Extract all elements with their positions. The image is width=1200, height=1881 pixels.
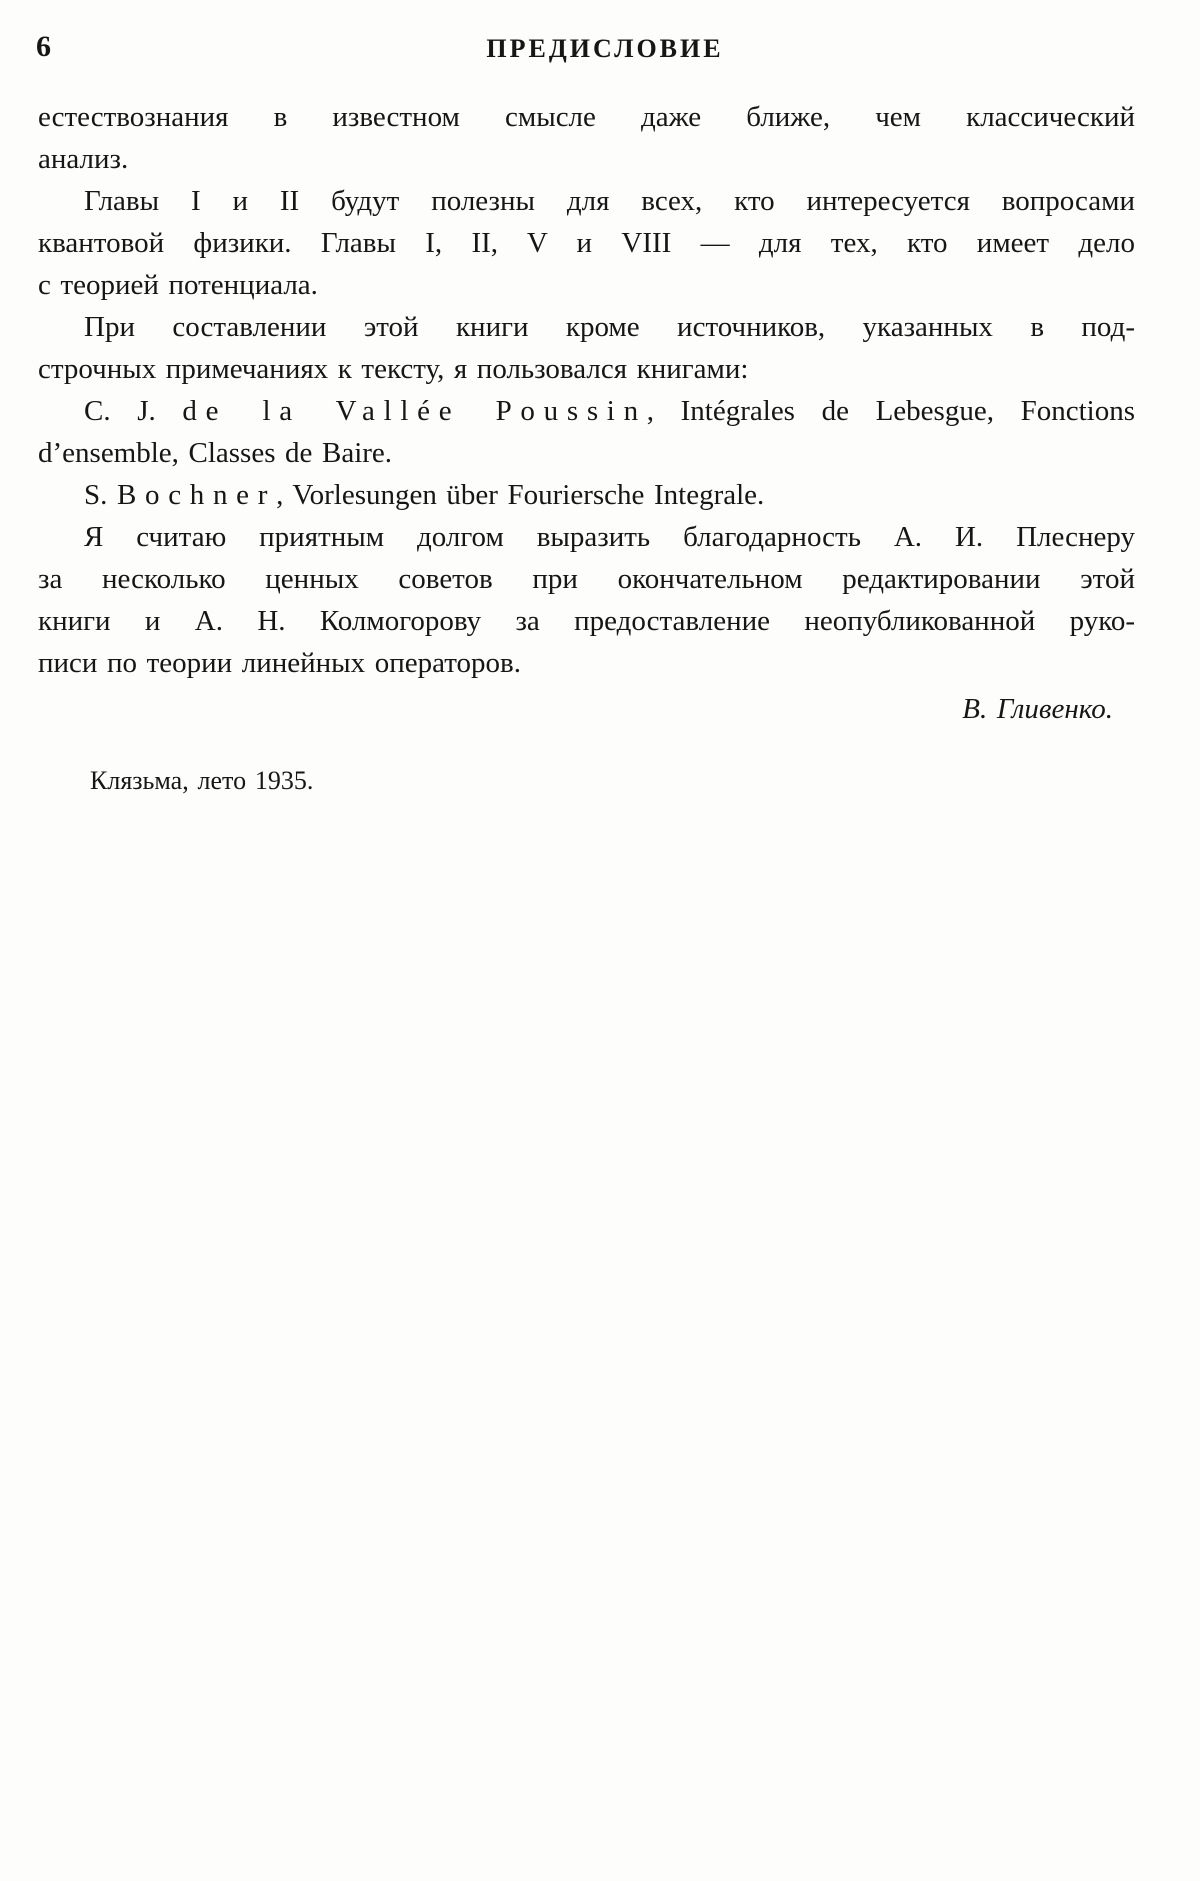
place-date-line: Клязьма, лето 1935. bbox=[90, 766, 314, 795]
text-line: строчных примечаниях к тексту, я пользовался книгами: bbox=[38, 353, 749, 385]
author-name: de la Vallée Poussin bbox=[182, 395, 647, 427]
text-line: квантовой физики. Главы I, II, V и VIII — для тех, кто имеет дело bbox=[38, 227, 1135, 259]
running-header: ПРЕДИСЛОВИЕ bbox=[486, 34, 724, 63]
text-line: с теорией потенциала. bbox=[38, 269, 318, 301]
reference-title: , Intégrales de Lebesgue, Fonctions bbox=[646, 395, 1135, 427]
text-line: d’ensemble, Classes de Baire. bbox=[38, 437, 393, 469]
body-text bbox=[38, 96, 1135, 802]
text-line: Я считаю приятным долгом выразить благодарность А. И. Плеснеру bbox=[84, 521, 1135, 553]
text-line: естествознания в известном смысле даже ближе, чем классический bbox=[38, 101, 1135, 133]
reference-title: , Vorlesungen über Fouriersche Integrale. bbox=[276, 479, 765, 511]
text-line: писи по теории линейных операторов. bbox=[38, 647, 521, 679]
reference-initials: S. bbox=[84, 479, 117, 511]
author-name: Bochner bbox=[116, 479, 277, 511]
author-signature: В. Гливенко. bbox=[962, 693, 1113, 725]
text-line: книги и А. Н. Колмогорову за предоставление неопубликованной руко- bbox=[38, 605, 1135, 637]
text-line: анализ. bbox=[38, 143, 129, 175]
page-number: 6 bbox=[36, 30, 52, 63]
text-line: При составлении этой книги кроме источников, указанных в под- bbox=[84, 311, 1135, 343]
text-line: Главы I и II будут полезны для всех, кто интересуется вопросами bbox=[84, 185, 1135, 217]
reference-initials: C. J. bbox=[84, 395, 183, 427]
text-line-reference bbox=[38, 474, 1135, 516]
text-line: за несколько ценных советов при окончательном редактировании этой bbox=[38, 563, 1135, 595]
text-line-reference bbox=[38, 390, 1135, 432]
